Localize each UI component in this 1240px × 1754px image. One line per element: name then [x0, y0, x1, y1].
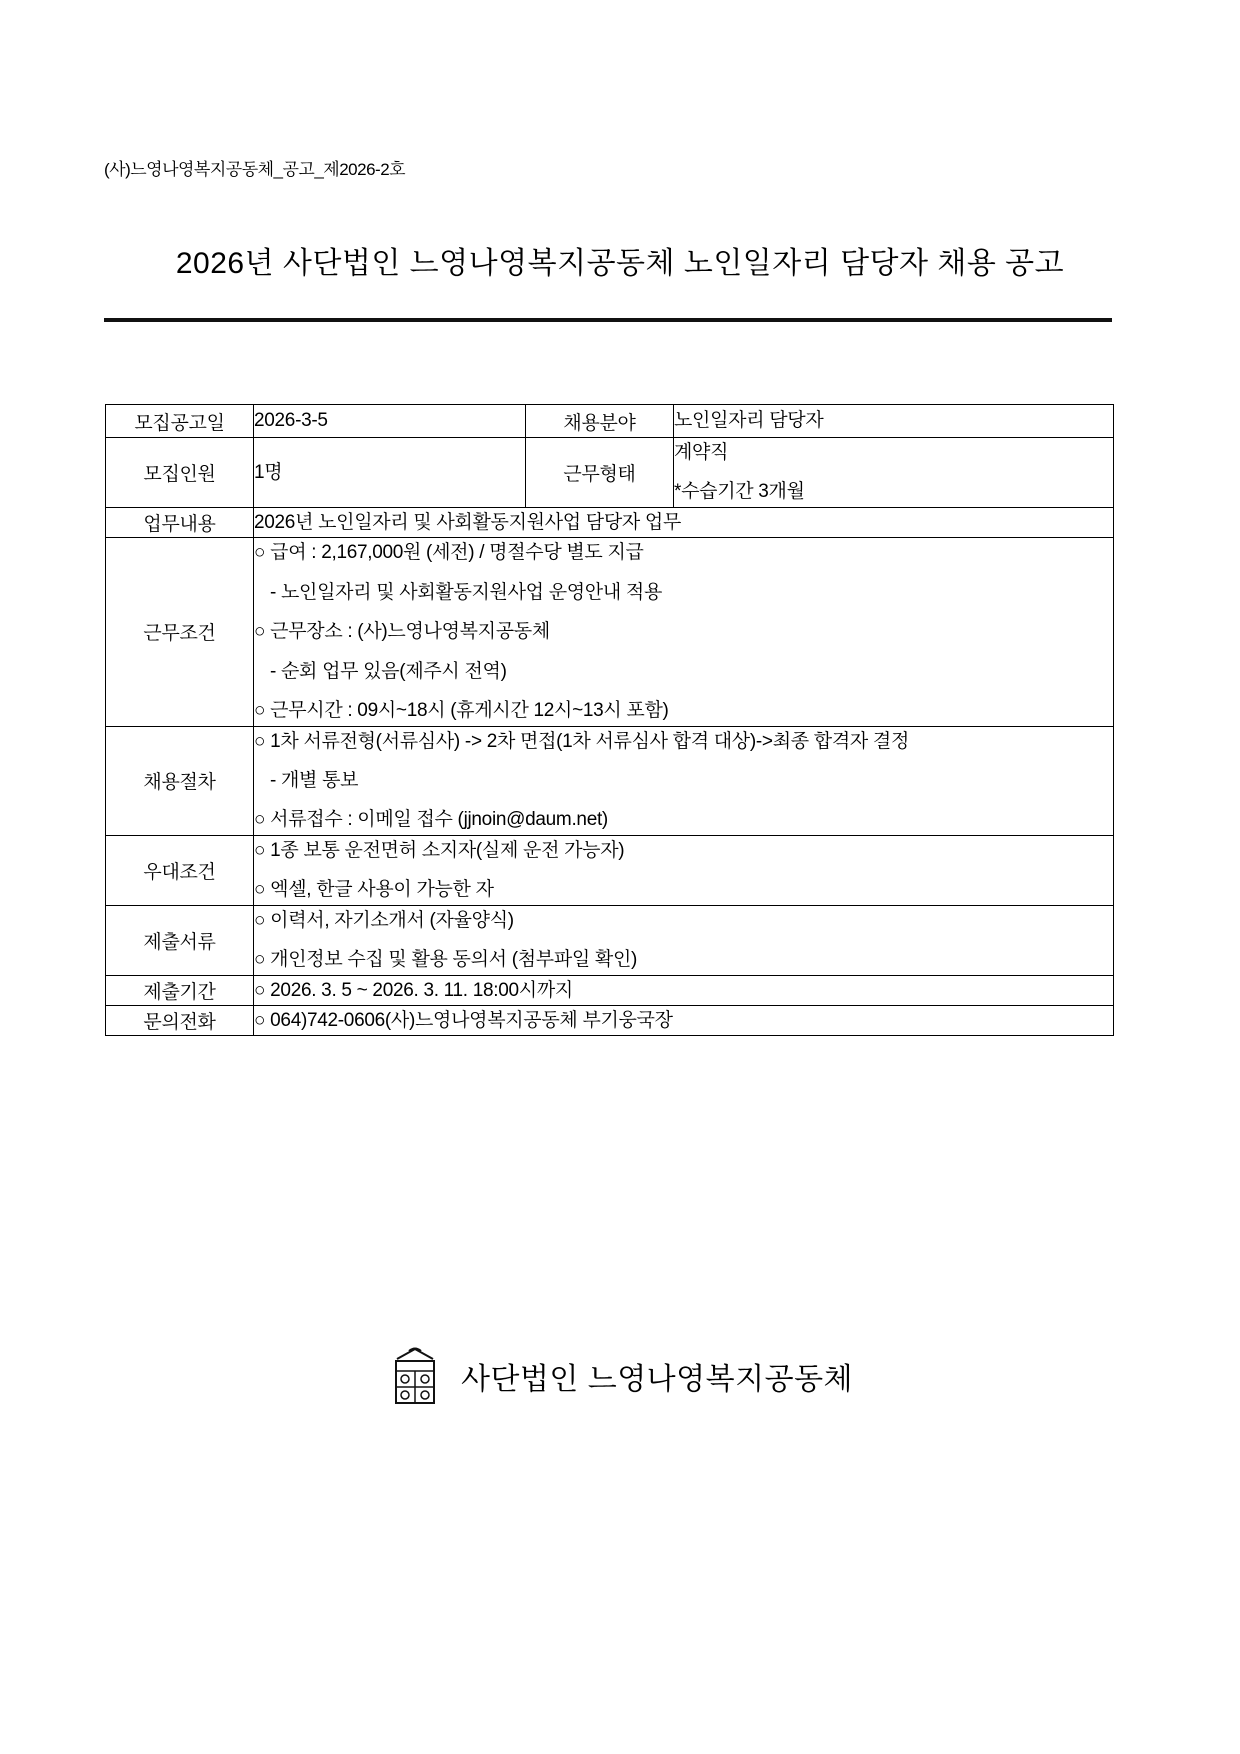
cell-label-working-conditions: 근무조건 — [106, 538, 254, 726]
cell-label-preferred-qualifications: 우대조건 — [106, 835, 254, 905]
cell-label-position-field: 채용분야 — [526, 405, 674, 438]
cell-value-required-documents — [254, 905, 1114, 975]
cell-value-position-field: 노인일자리 담당자 — [674, 405, 1114, 438]
working-conditions-line: ○ 근무장소 : (사)느영나영복지공동체 — [254, 621, 550, 643]
job-description-line: 2026년 노인일자리 및 사회활동지원사업 담당자 업무 — [254, 511, 682, 533]
cell-label-posting-date: 모집공고일 — [106, 405, 254, 438]
table-row — [106, 726, 1114, 835]
cell-value-working-conditions — [254, 538, 1114, 726]
cell-label-hiring-process: 채용절차 — [106, 726, 254, 835]
cell-value-headcount: 1명 — [254, 438, 526, 508]
table-row — [106, 405, 1114, 438]
hiring-process-line: ○ 1차 서류전형(서류심사) -> 2차 면접(1차 서류심사 합격 대상)->최종 합격자 결정 — [254, 730, 910, 752]
employment-type-note: *수습기간 3개월 — [674, 481, 805, 503]
page-title: 2026년 사단법인 느영나영복지공동체 노인일자리 담당자 채용 공고 — [175, 247, 1065, 280]
working-conditions-line: - 노인일자리 및 사회활동지원사업 운영안내 적용 — [270, 581, 663, 603]
cell-label-submission-period: 제출기간 — [106, 975, 254, 1005]
contact-phone-line: ○ 064)742-0606(사)느영나영복지공동체 부기웅국장 — [254, 1010, 673, 1031]
table-row — [106, 538, 1114, 726]
required-document-line: ○ 개인정보 수집 및 활용 동의서 (첨부파일 확인) — [254, 949, 638, 971]
cell-value-job-description — [254, 507, 1114, 537]
preferred-qualification-line: ○ 엑셀, 한글 사용이 가능한 자 — [254, 879, 494, 901]
cell-value-employment-type — [674, 438, 1114, 508]
document-reference-number: (사)느영나영복지공동체_공고_제2026-2호 — [104, 160, 406, 179]
submission-period-line: ○ 2026. 3. 5 ~ 2026. 3. 11. 18:00시까지 — [254, 979, 573, 1001]
working-conditions-line: ○ 근무시간 : 09시~18시 (휴게시간 12시~13시 포함) — [254, 700, 669, 722]
cell-value-posting-date: 2026-3-5 — [254, 405, 526, 438]
title-divider — [104, 318, 1112, 322]
working-conditions-line: ○ 급여 : 2,167,000원 (세전) / 명절수당 별도 지급 — [254, 542, 644, 564]
working-conditions-line: - 순회 업무 있음(제주시 전역) — [270, 660, 507, 682]
cell-label-contact-phone: 문의전화 — [106, 1006, 254, 1036]
table-row — [106, 438, 1114, 508]
hiring-process-line: ○ 서류접수 : 이메일 접수 (jjnoin@daum.net) — [254, 809, 608, 831]
recruitment-details-table — [105, 404, 1114, 1036]
cell-value-submission-period — [254, 975, 1114, 1005]
table-row — [106, 1006, 1114, 1036]
required-document-line: ○ 이력서, 자기소개서 (자율양식) — [254, 909, 514, 931]
footer-organization — [0, 1345, 1240, 1407]
table-row — [106, 507, 1114, 537]
table-row — [106, 975, 1114, 1005]
cell-label-required-documents: 제출서류 — [106, 905, 254, 975]
cell-value-contact-phone — [254, 1006, 1114, 1036]
cell-label-headcount: 모집인원 — [106, 438, 254, 508]
employment-type-line: 계약직 — [674, 442, 729, 463]
cell-label-employment-type: 근무형태 — [526, 438, 674, 508]
hiring-process-line: - 개별 통보 — [270, 769, 359, 791]
cell-value-hiring-process — [254, 726, 1114, 835]
table-row — [106, 905, 1114, 975]
footer-organization-name: 사단법인 느영나영복지공동체 — [460, 1363, 854, 1396]
preferred-qualification-line: ○ 1종 보통 운전면허 소지자(실제 운전 가능자) — [254, 839, 625, 861]
cell-label-job-description: 업무내용 — [106, 507, 254, 537]
organization-seal-icon — [387, 1345, 443, 1407]
cell-value-preferred-qualifications — [254, 835, 1114, 905]
table-row — [106, 835, 1114, 905]
